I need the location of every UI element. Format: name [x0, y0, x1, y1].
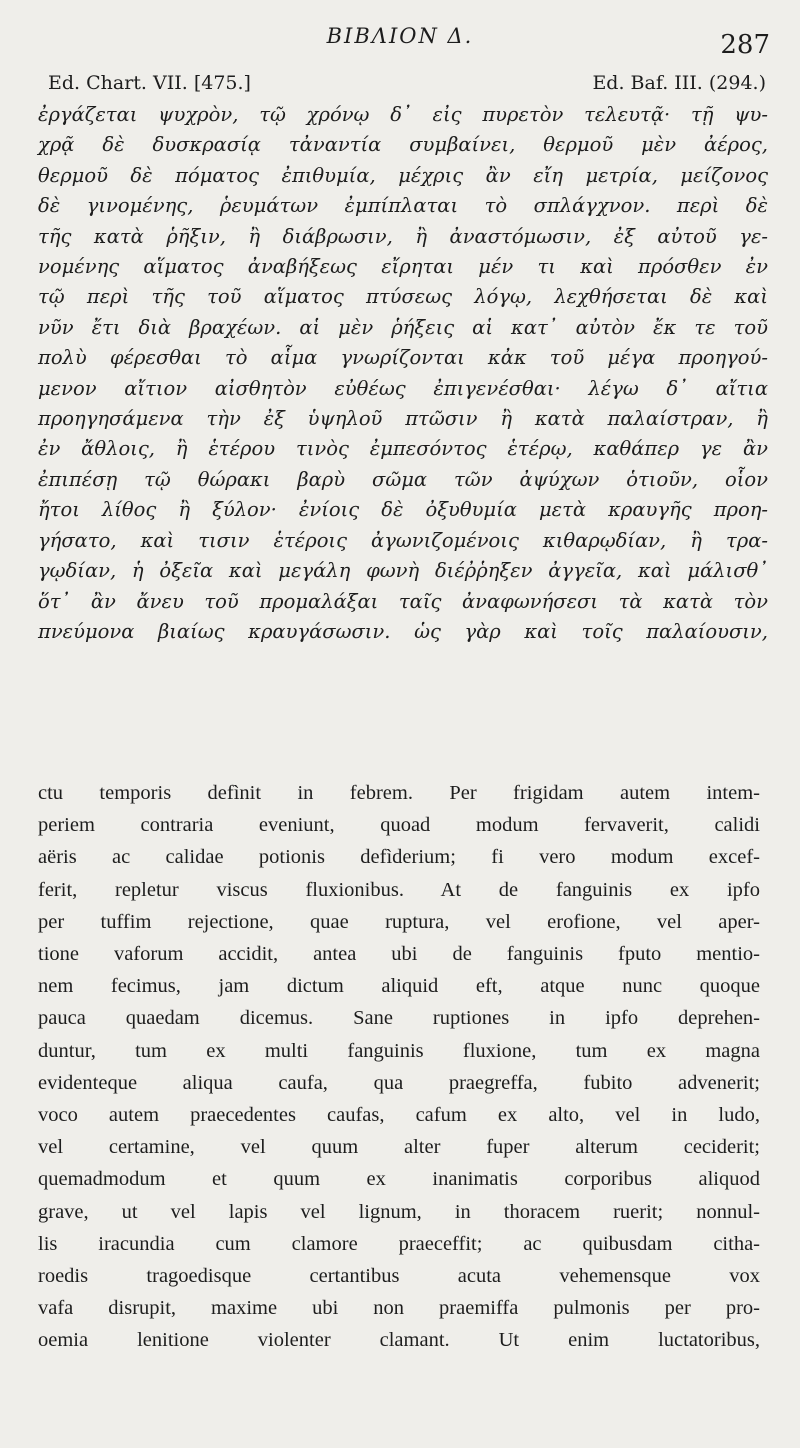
greek-line: πνεύμονα βιαίως κραυγάσωσιν. ὡς γὰρ καὶ τοῖς παλαίουσιν, — [38, 619, 768, 643]
greek-line: τῆς κατὰ ῥῆξιν, ἢ διάβρωσιν, ἢ ἀναστόμωσιν, ἐξ αὐτοῦ γε- — [38, 224, 768, 248]
latin-line: lis iracundia cum clamore praeceffit; ac quibusdam citha- — [38, 1232, 760, 1255]
latin-line: tione vaforum accidit, antea ubi de fanguinis fputo mentio- — [38, 943, 760, 966]
greek-line: ἐπιπέσῃ τῷ θώρακι βαρὺ σῶμα τῶν ἀψύχων ὁτιοῦν, οἷον — [38, 467, 768, 491]
greek-line: δὲ γινομένης, ῥευμάτων ἐμπίπλαται τὸ σπλάγχνον. περὶ δὲ — [38, 194, 768, 218]
running-title: ΒΙΒΛΙΟΝ Δ. — [326, 24, 474, 48]
edition-reference-right: Ed. Baf. III. (294.) — [592, 72, 766, 94]
latin-line: aëris ac calidae potionis defìderium; fi vero modum excef- — [38, 846, 760, 869]
greek-line: νομένης αἵματος ἀναβήξεως εἴρηται μέν τι καὶ πρόσθεν ἐν — [38, 255, 768, 279]
greek-line: γήσατο, καὶ τισιν ἑτέροις ἀγωνιζομένοις κιθαρῳδίαν, ἢ τρα- — [38, 528, 768, 552]
greek-line: μενον αἴτιον αἰσθητὸν εὐθέως ἐπιγενέσθαι· λέγω δ᾽ αἴτια — [38, 376, 768, 400]
page-number: 287 — [720, 30, 770, 60]
latin-line: roedis tragoedisque certantibus acuta vehemensque vox — [38, 1265, 760, 1288]
greek-line: ἤτοι λίθος ἢ ξύλον· ἐνίοις δὲ ὀξυθυμία μετὰ κραυγῆς προη- — [38, 498, 768, 522]
greek-line: νῦν ἔτι διὰ βραχέων. αἱ μὲν ῥήξεις αἱ κατ᾽ αὐτὸν ἔκ τε τοῦ — [38, 315, 768, 339]
latin-line: ferit, repletur viscus fluxionibus. At de fanguinis ex ipfo — [38, 878, 760, 901]
greek-line: προηγησάμενα τὴν ἐξ ὑψηλοῦ πτῶσιν ἢ κατὰ παλαίστραν, ἢ — [38, 407, 768, 431]
latin-line: quemadmodum et quum ex inanimatis corporibus aliquod — [38, 1168, 760, 1191]
greek-line: ἐργάζεται ψυχρὸν, τῷ χρόνῳ δ᾽ εἰς πυρετὸν τελευτᾷ· τῇ ψυ- — [38, 103, 768, 126]
latin-line: duntur, tum ex multi fanguinis fluxione, tum ex magna — [38, 1039, 760, 1062]
latin-line: grave, ut vel lapis vel lignum, in thoracem ruerit; nonnul- — [38, 1200, 760, 1223]
greek-text-block — [38, 100, 768, 647]
greek-line: γῳδίαν, ἡ ὀξεῖα καὶ μεγάλη φωνὴ διέῤῥηξεν ἀγγεῖα, καὶ μάλισθ᾽ — [38, 559, 768, 583]
latin-line: ctu temporis defìnit in febrem. Per frigidam autem intem- — [38, 782, 760, 804]
edition-reference-left: Ed. Chart. VII. [475.] — [48, 72, 251, 94]
latin-line: evidenteque aliqua caufa, qua praegreffa, fubito advenerit; — [38, 1071, 760, 1094]
latin-line: oemia lenitione violenter clamant. Ut enim luctatoribus, — [38, 1329, 760, 1352]
greek-line: πολὺ φέρεσθαι τὸ αἷμα γνωρίζονται κἀκ τοῦ μέγα προηγού- — [38, 346, 768, 370]
latin-line: pauca quaedam dicemus. Sane ruptiones in ipfo deprehen- — [38, 1007, 760, 1030]
latin-line: vafa disrupit, maxime ubi non praemiffa pulmonis per pro- — [38, 1297, 760, 1320]
greek-line: θερμοῦ δὲ πόματος ἐπιθυμία, μέχρις ἂν εἴη μετρία, μείζονος — [38, 163, 768, 187]
latin-text-block — [38, 777, 760, 1357]
latin-line: vel certamine, vel quum alter fuper alterum ceciderit; — [38, 1136, 760, 1159]
greek-line: ὅτ᾽ ἂν ἄνευ τοῦ προμαλάξαι ταῖς ἀναφωνήσεσι τὰ κατὰ τὸν — [38, 589, 768, 613]
edition-reference-line — [48, 72, 766, 94]
greek-line: τῷ περὶ τῆς τοῦ αἵματος πτύσεως λόγῳ, λεχθήσεται δὲ καὶ — [38, 285, 768, 309]
latin-line: per tuffim rejectione, quae ruptura, vel erofione, vel aper- — [38, 910, 760, 933]
greek-line: ἐν ἄθλοις, ἢ ἑτέρου τινὸς ἐμπεσόντος ἑτέρῳ, καθάπερ γε ἂν — [38, 437, 768, 461]
latin-line: nem fecimus, jam dictum aliquid eft, atque nunc quoque — [38, 975, 760, 998]
greek-line: χρᾷ δὲ δυσκρασίᾳ τἀναντία συμβαίνει, θερμοῦ μὲν ἀέρος, — [38, 133, 768, 157]
latin-line: voco autem praecedentes caufas, cafum ex alto, vel in ludo, — [38, 1104, 760, 1127]
latin-line: periem contraria eveniunt, quoad modum fervaverit, calidi — [38, 814, 760, 837]
